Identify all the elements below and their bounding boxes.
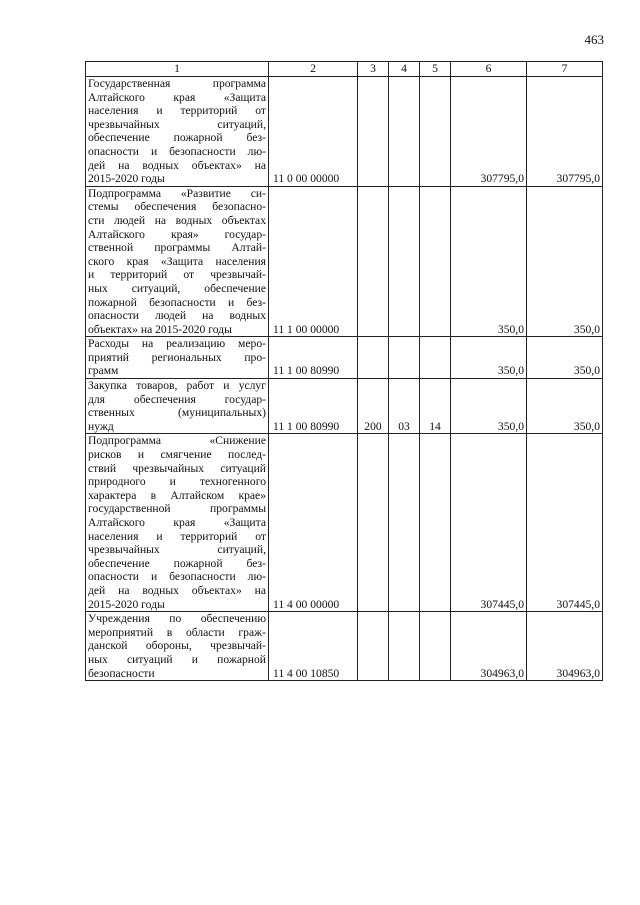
code-cell: 11 1 00 80990 <box>269 337 358 379</box>
target-code-cell: 14 <box>420 379 451 434</box>
row-name-line: 2015-2020 годы <box>88 597 165 611</box>
row-name-line: ственных (муниципальных) <box>88 406 266 420</box>
section-code-cell <box>358 77 389 187</box>
row-name-line: Учреждения по обеспечению <box>88 612 266 626</box>
row-name-line: обеспечение пожарной без- <box>88 556 266 570</box>
amount-cell-col7: 307795,0 <box>527 77 603 187</box>
section-code-cell <box>358 186 389 337</box>
amount-cell-col7: 307445,0 <box>527 434 603 612</box>
amount-cell-col6: 307445,0 <box>451 434 527 612</box>
header-row <box>86 62 603 77</box>
row-name-line: опасности людей на водных <box>88 309 266 323</box>
column-header: 6 <box>451 62 527 77</box>
code-cell: 11 4 00 00000 <box>269 434 358 612</box>
target-code-cell <box>420 337 451 379</box>
section-code-cell <box>358 337 389 379</box>
column-header: 5 <box>420 62 451 77</box>
subsection-code-cell: 03 <box>389 379 420 434</box>
table-row <box>86 434 603 612</box>
row-name-line: ных ситуаций и пожарной <box>88 652 266 666</box>
row-name-line: природного и техногенного <box>88 475 266 489</box>
target-code-cell <box>420 612 451 681</box>
row-name-line: чрезвычайных ситуаций, <box>88 543 266 557</box>
row-name-line: дей на водных объектах» на <box>88 158 266 172</box>
table-row <box>86 612 603 681</box>
target-code-cell <box>420 434 451 612</box>
row-name-line: Алтайского края» государ- <box>88 227 266 241</box>
row-name-line: характера в Алтайском крае» <box>88 488 266 502</box>
row-name-cell <box>86 379 269 434</box>
row-name-line: Подпрограмма «Снижение <box>88 434 266 448</box>
row-name-line: рисков и смягчение послед- <box>88 448 266 462</box>
target-code-cell <box>420 186 451 337</box>
code-cell: 11 1 00 00000 <box>269 186 358 337</box>
table-row <box>86 337 603 379</box>
row-name-line: ского края «Защита населения <box>88 254 266 268</box>
row-name-line: приятий региональных про- <box>88 350 266 364</box>
column-header: 1 <box>86 62 269 77</box>
row-name-line: населения и территорий от <box>88 104 266 118</box>
row-name-line: и территорий от чрезвычай- <box>88 268 266 282</box>
row-name-cell <box>86 337 269 379</box>
subsection-code-cell <box>389 612 420 681</box>
table-row <box>86 77 603 187</box>
row-name-line: сти людей на водных объектах <box>88 213 266 227</box>
column-header: 7 <box>527 62 603 77</box>
code-cell: 11 1 00 80990 <box>269 379 358 434</box>
row-name-line: обеспечение пожарной без- <box>88 131 266 145</box>
subsection-code-cell <box>389 434 420 612</box>
amount-cell-col6: 350,0 <box>451 379 527 434</box>
column-header: 2 <box>269 62 358 77</box>
row-name-line: Алтайского края «Защита <box>88 90 266 104</box>
row-name-line: ствий чрезвычайных ситуаций <box>88 461 266 475</box>
row-name-line: опасности и безопасности лю- <box>88 144 266 158</box>
row-name-line: грамм <box>88 364 119 378</box>
row-name-cell <box>86 434 269 612</box>
table-row <box>86 379 603 434</box>
amount-cell-col6: 350,0 <box>451 186 527 337</box>
subsection-code-cell <box>389 186 420 337</box>
row-name-line: 2015-2020 годы <box>88 172 165 186</box>
amount-cell-col6: 307795,0 <box>451 77 527 187</box>
row-name-line: населения и территорий от <box>88 529 266 543</box>
row-name-line: чрезвычайных ситуаций, <box>88 117 266 131</box>
subsection-code-cell <box>389 337 420 379</box>
amount-cell-col7: 350,0 <box>527 337 603 379</box>
amount-cell-col7: 304963,0 <box>527 612 603 681</box>
row-name-line: Подпрограмма «Развитие си- <box>88 186 266 200</box>
row-name-cell <box>86 186 269 337</box>
row-name-line: безопасности <box>88 666 155 680</box>
amount-cell-col6: 350,0 <box>451 337 527 379</box>
row-name-cell <box>86 77 269 187</box>
table-row <box>86 186 603 337</box>
amount-cell-col6: 304963,0 <box>451 612 527 681</box>
section-code-cell: 200 <box>358 379 389 434</box>
page-number: 463 <box>584 32 604 47</box>
amount-cell-col7: 350,0 <box>527 379 603 434</box>
section-code-cell <box>358 434 389 612</box>
row-name-line: Алтайского края «Защита <box>88 516 266 529</box>
subsection-code-cell <box>389 77 420 187</box>
code-cell: 11 0 00 00000 <box>269 77 358 187</box>
row-name-line: для обеспечения государ- <box>88 392 266 406</box>
code-cell: 11 4 00 10850 <box>269 612 358 681</box>
column-header: 3 <box>358 62 389 77</box>
row-name-line: объектах» на 2015-2020 годы <box>88 322 232 336</box>
row-name-line: опасности и безопасности лю- <box>88 570 266 584</box>
row-name-line: мероприятий в области граж- <box>88 625 266 639</box>
row-name-line: ственной программы Алтай- <box>88 241 266 255</box>
row-name-line: Государственная программа <box>88 77 266 90</box>
row-name-line: Закупка товаров, работ и услуг <box>88 379 266 393</box>
row-name-line: нужд <box>88 419 114 433</box>
row-name-line: ных ситуаций, обеспечение <box>88 281 266 295</box>
column-header: 4 <box>389 62 420 77</box>
row-name-line: Расходы на реализацию меро- <box>88 337 266 351</box>
target-code-cell <box>420 77 451 187</box>
section-code-cell <box>358 612 389 681</box>
row-name-line: дей на водных объектах» на <box>88 583 266 597</box>
row-name-line: государственной программы <box>88 502 266 516</box>
row-name-line: стемы обеспечения безопасно- <box>88 200 266 214</box>
budget-table <box>85 61 603 681</box>
row-name-line: данской обороны, чрезвычай- <box>88 639 266 653</box>
row-name-line: пожарной безопасности и без- <box>88 295 266 309</box>
amount-cell-col7: 350,0 <box>527 186 603 337</box>
row-name-cell <box>86 612 269 681</box>
